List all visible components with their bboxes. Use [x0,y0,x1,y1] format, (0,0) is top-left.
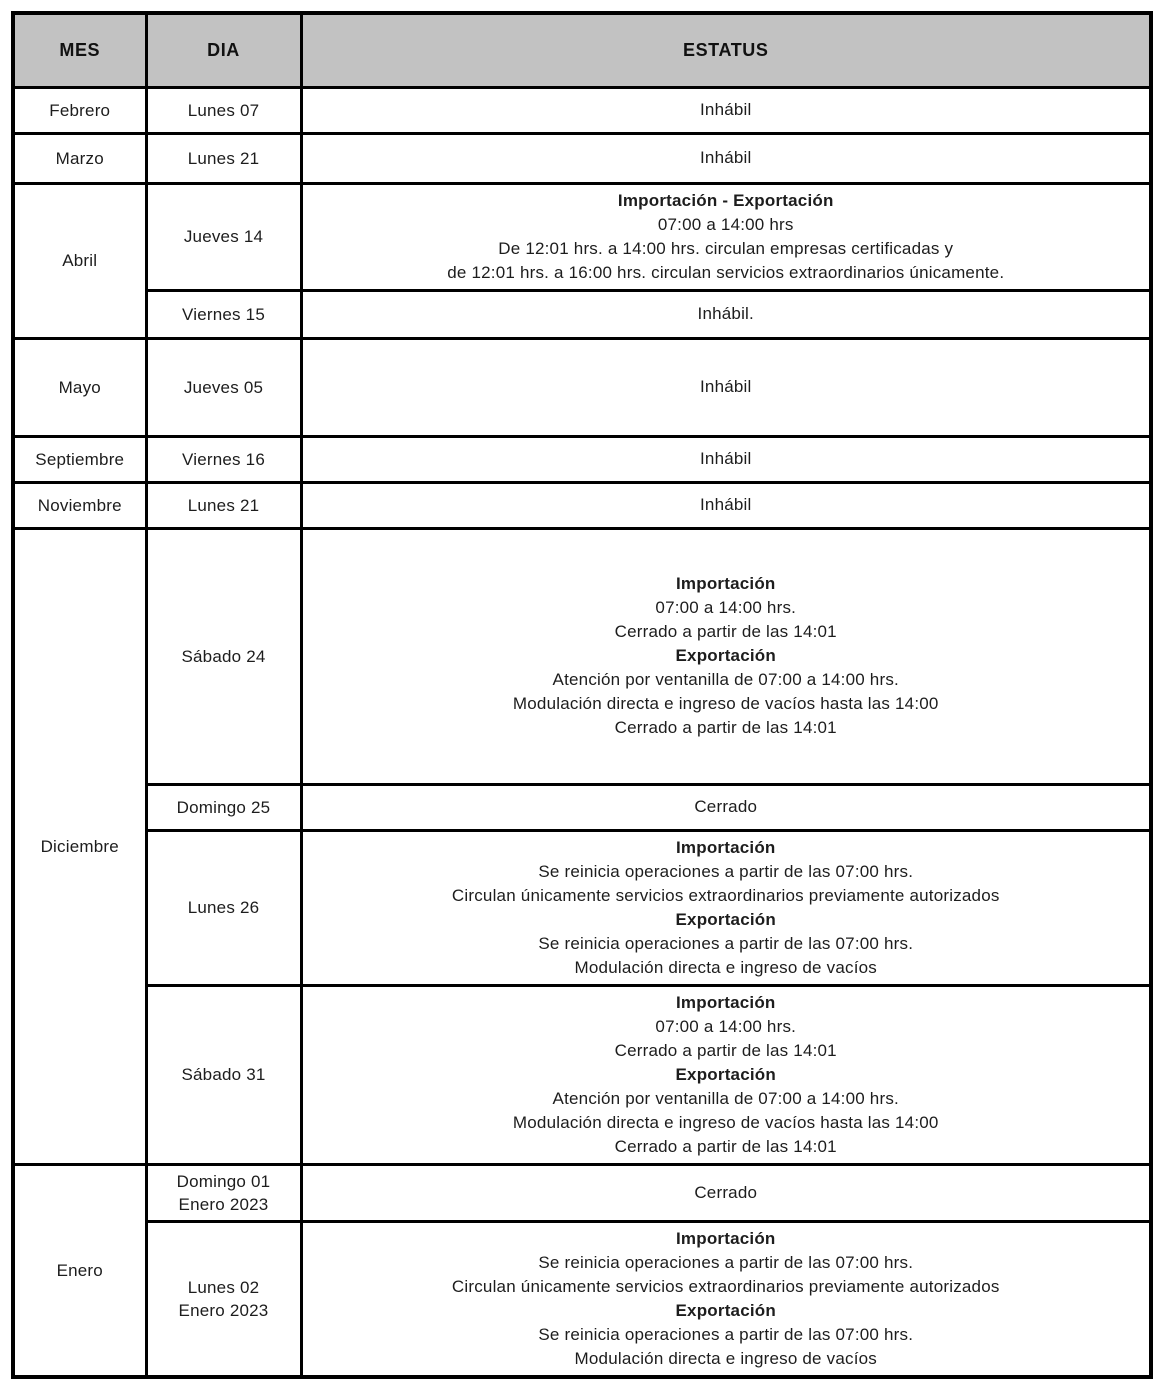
day-label: Sábado 24 [181,646,266,666]
status-text-line: Inhábil [700,449,752,468]
table-body [13,87,1151,1377]
month-label: Marzo [55,148,104,168]
table-row [13,482,1151,528]
status-heading-line: Importación [676,992,776,1012]
day-label: Enero 2023 [178,1300,269,1320]
status-heading-line: Exportación [675,1064,776,1084]
month-label: Diciembre [40,836,119,856]
table-row [13,290,1151,338]
month-cell [13,528,146,1164]
status-text-line: Cerrado a partir de las 14:01 [614,1136,837,1156]
status-cell [301,1164,1151,1221]
day-cell [146,528,301,784]
status-text-line: Inhábil [700,377,752,396]
status-cell [301,290,1151,338]
day-cell [146,290,301,338]
status-text-line: Se reinicia operaciones a partir de las 07:00 hrs. [538,1324,914,1344]
status-text-line: Circulan únicamente servicios extraordinarios previamente autorizados [451,885,1000,905]
month-cell [13,482,146,528]
status-heading-line: Exportación [675,909,776,929]
month-cell [13,183,146,338]
day-label: Jueves 14 [183,227,264,246]
status-text-line: Cerrado [694,1182,758,1202]
status-cell [301,482,1151,528]
table-row [13,183,1151,290]
day-cell [146,1164,301,1221]
status-heading-line: Importación - Exportación [617,190,834,210]
day-label: Viernes 15 [182,304,265,324]
month-label: Septiembre [35,449,125,469]
status-heading-line: Importación [676,574,776,593]
month-cell [13,133,146,183]
status-text-line: Modulación directa e ingreso de vacíos [574,957,877,977]
day-cell [146,985,301,1164]
day-cell [146,183,301,290]
status-cell [301,784,1151,830]
status-text-line: Cerrado [694,797,758,816]
header-row [13,13,1151,87]
status-cell [301,436,1151,482]
day-label: Jueves 05 [183,377,264,397]
status-text-line: Circulan únicamente servicios extraordinarios previamente autorizados [451,1276,1000,1296]
status-text-line: De 12:01 hrs. a 14:00 hrs. circulan empresas certificadas y [498,238,954,258]
day-label: Lunes 21 [187,148,260,168]
status-text-line: 07:00 a 14:00 hrs [657,214,794,234]
table-row [13,1221,1151,1377]
header-cell-dia: DIA [146,13,301,87]
status-text-line: Atención por ventanilla de 07:00 a 14:00 hrs. [552,1088,899,1108]
status-cell [301,183,1151,290]
table-row [13,1164,1151,1221]
status-cell [301,87,1151,133]
status-text-line: de 12:01 hrs. a 16:00 hrs. circulan servicios extraordinarios únicamente. [447,262,1005,282]
table-row [13,528,1151,784]
status-text-line: Cerrado a partir de las 14:01 [614,718,837,737]
day-label: Sábado 31 [181,1065,266,1084]
status-heading-line: Exportación [675,1300,776,1320]
month-label: Mayo [58,377,101,397]
status-cell [301,830,1151,985]
day-label: Domingo 01 [176,1171,271,1191]
status-text-line: Inhábil [700,495,752,514]
table-row [13,338,1151,436]
day-label: Viernes 16 [182,449,265,469]
status-text-line: 07:00 a 14:00 hrs. [655,1016,797,1036]
day-cell [146,784,301,830]
table-row [13,830,1151,985]
status-text-line: Se reinicia operaciones a partir de las 07:00 hrs. [538,1252,914,1272]
month-cell [13,436,146,482]
table-row [13,784,1151,830]
table-row [13,133,1151,183]
month-cell [13,338,146,436]
day-label: Lunes 21 [187,495,260,515]
day-label: Lunes 02 [187,1277,260,1297]
header-cell-estatus: ESTATUS [301,13,1151,87]
day-cell [146,87,301,133]
status-text-line: 07:00 a 14:00 hrs. [655,598,797,617]
status-text-line: Cerrado a partir de las 14:01 [614,1040,837,1060]
day-cell [146,338,301,436]
status-text-line: Se reinicia operaciones a partir de las 07:00 hrs. [538,861,914,881]
status-cell [301,338,1151,436]
month-label: Enero [56,1260,103,1280]
month-label: Febrero [49,100,111,120]
status-text-line: Modulación directa e ingreso de vacíos hasta las 14:00 [512,1112,939,1132]
table-row [13,87,1151,133]
status-cell [301,985,1151,1164]
status-text-line: Atención por ventanilla de 07:00 a 14:00 hrs. [552,670,899,689]
status-cell [301,133,1151,183]
schedule-table [11,11,1153,1379]
status-text-line: Modulación directa e ingreso de vacíos hasta las 14:00 [512,694,939,713]
status-text-line: Modulación directa e ingreso de vacíos [574,1348,877,1368]
month-label: Noviembre [37,495,122,515]
table-row [13,436,1151,482]
day-label: Domingo 25 [176,797,271,817]
day-cell [146,1221,301,1377]
day-label: Enero 2023 [178,1194,269,1214]
status-heading-line: Importación [676,1228,776,1248]
status-text-line: Inhábil. [697,304,754,323]
month-label: Abril [62,251,98,270]
day-cell [146,830,301,985]
status-cell [301,1221,1151,1377]
status-heading-line: Exportación [675,646,776,665]
day-label: Lunes 26 [187,898,260,917]
status-text-line: Se reinicia operaciones a partir de las 07:00 hrs. [538,933,914,953]
status-text-line: Inhábil [700,148,752,167]
month-cell [13,87,146,133]
status-text-line: Inhábil [700,100,752,119]
day-label: Lunes 07 [187,100,260,120]
status-text-line: Cerrado a partir de las 14:01 [614,622,837,641]
month-cell [13,1164,146,1377]
status-cell [301,528,1151,784]
day-cell [146,436,301,482]
day-cell [146,133,301,183]
table-row [13,985,1151,1164]
status-heading-line: Importación [676,837,776,857]
header-cell-mes: MES [13,13,146,87]
day-cell [146,482,301,528]
